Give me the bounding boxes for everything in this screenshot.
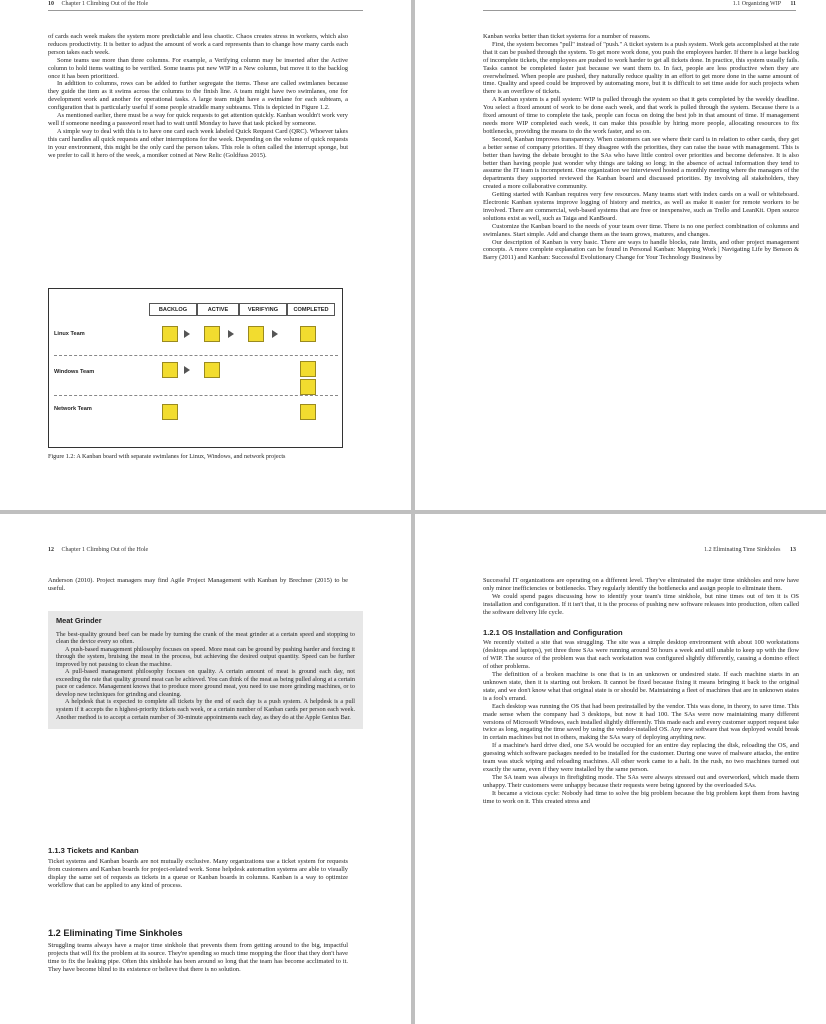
- paragraph: The definition of a broken machine is one that is in an unknown or undesired state. If each machine starts in an unknown state, then it is starting out broken. It cannot be fixed because fixing it means bringing it back to the original state, and we don't know what that original state is or should be. Maintaining a fleet of machines that are in unknown states is a fool's errand.: [483, 671, 799, 702]
- kanban-card: [204, 362, 220, 378]
- running-header: [483, 546, 796, 558]
- kanban-board-figure: [48, 288, 343, 448]
- page-10: [0, 0, 411, 510]
- paragraph: Ticket systems and Kanban boards are not mutually exclusive. Many organizations use a ticket system for requests from customers and Kanban boards for project-related work. Some helpdesk automation systems are able to visually display the same set of requests as tickets in a queue or Kanban boards in columns. Kanban is a way to optimize workflow that can be applied to any kind of process.: [48, 857, 348, 889]
- page-12: [0, 514, 411, 1024]
- kanban-card: [162, 404, 178, 420]
- kanban-card: [300, 404, 316, 420]
- section-heading: 1.2 Eliminating Time Sinkholes: [48, 928, 183, 938]
- paragraph: Successful IT organizations are operating on a different level. They've eliminated the major time sinkholes and now have only minor inefficiencies or bottlenecks. They regularly identify the bottlenecks and assign people to eliminate them.: [483, 577, 799, 592]
- kanban-card: [300, 361, 316, 377]
- paragraph: Getting started with Kanban requires very few resources. Many teams start with index cards on a wall or whiteboard. Electronic Kanban systems improve logging of history and metrics, as well as make it easier for remote workers to be involved. There are commercial, web-based systems that are free or inexpensive, such as Trello and LeanKit. Open source solutions exist as well, such as Taiga and KanBoard.: [483, 191, 799, 222]
- paragraph: Each desktop was running the OS that had been preinstalled by the vendor. This was done, in theory, to save time. This made sense when the company had 3 desktops, but now it had 100. The SAs were now maintaining many different versions of Microsoft Windows, each installed slightly differently. This made each and every customer support request take twice as long, negating the time saved by using the vendor-installed OS. Any new software that was deployed would break in certain machines but not in others, making the SAs wary of deploying anything new.: [483, 702, 799, 742]
- section-heading: 1.2.1 OS Installation and Configuration: [483, 627, 623, 637]
- chapter-title: Chapter 1 Climbing Out of the Hole: [61, 547, 149, 553]
- column-header-backlog: BACKLOG: [149, 303, 197, 316]
- swimlane-label-network: Network Team: [54, 406, 92, 412]
- header-right: [733, 0, 796, 9]
- paragraph: If a machine's hard drive died, one SA would be occupied for an entire day replacing the disk, reloading the OS, and guessing which software packages needed to be installed for the customer. During one wave of malware attacks, the entire team was stuck wiping and reloading machines. All other work came to a halt. In the rush, no two machines turned out exactly the same, even if they were installed by the same person.: [483, 742, 799, 773]
- kanban-card: [162, 326, 178, 342]
- section-time-sinkholes: [48, 930, 348, 974]
- arrow-right-icon: [272, 330, 278, 338]
- section-title: 1.2 Eliminating Time Sinkholes: [704, 547, 781, 553]
- section-tickets-kanban: [48, 847, 348, 890]
- paragraph: It became a vicious cycle: Nobody had time to solve the big problem because the big problem kept them from having time to work on it. This created stress and: [483, 789, 799, 805]
- kanban-card: [162, 362, 178, 378]
- arrow-right-icon: [184, 330, 190, 338]
- running-header: [48, 0, 363, 11]
- paragraph: A Kanban system is a pull system: WIP is pulled through the system so that it gets completed by the weekly deadline. You select a fixed amount of work to be done each week, and that work is pulled through the system. Because there is a fixed amount of time to complete the task, people can focus on doing the best job in that amount of time. If management needs more WIP completed each week, it can make this possible by hiring more people, allocating resources to fix bottlenecks, providing the means to do the work faster, and so on.: [483, 96, 799, 135]
- page-number: 13: [790, 547, 796, 553]
- body-text: [483, 33, 799, 262]
- paragraph: As mentioned earlier, there must be a way for quick requests to get attention quickly. Kanban wouldn't work very well if someone needing a password reset had to wait until Monday to have that task picked by someone.: [48, 112, 348, 127]
- header-right: [704, 546, 796, 555]
- column-header-active: ACTIVE: [197, 303, 239, 316]
- arrow-right-icon: [184, 366, 190, 374]
- body-text: [48, 33, 348, 160]
- paragraph: The SA team was always in firefighting mode. The SAs were always stressed out and overworked, which made them unhappy. Their customers were unhappy because their requests were being ignored by the overloaded SAs.: [483, 773, 799, 789]
- paragraph: In addition to columns, rows can be added to further segregate the items. These are called swimlanes because they guide the item as it swims across the columns to the finish line. A team might have two swimlanes, one for development work and another for operational tasks. A large team might have a swimlane for each subteam, a configuration that is particularly useful if some people straddle many subteams. This is depicted in Figure 1.2.: [48, 80, 348, 112]
- paragraph: Second, Kanban improves transparency. When customers can see where their card is in relation to other cards, they get a better sense of company priorities. If they disagree with the priorities, they can raise the issue with management. This is better than having the debate brought to the SAs who have little control over priorities and become defensive. It is also better than having people just wonder why things are taking so long; in the absence of actual information they tend to assume the IT team is incompetent. One organization we interviewed hosted a monthly meeting where the managers of the departments they supported reviewed the Kanban board and discussed priorities. By involving all stakeholders, they created a more collaborative community.: [483, 135, 799, 191]
- body-text: [48, 577, 348, 593]
- column-header-completed: COMPLETED: [287, 303, 335, 316]
- paragraph: Struggling teams always have a major time sinkhole that prevents them from getting around to the big, impactful projects that will fix the problem at its source. They're spending so much time mopping the floor that they don't have time to fix the leaking pipe. Often this sinkhole has been around so long that the team has become acclimated to it. They have become blind to its existence or believe that there is no solution.: [48, 941, 348, 973]
- sidebar-box: [48, 611, 363, 729]
- paragraph: of cards each week makes the system more predictable and less chaotic. Chaos creates stress in workers, which also reduces productivity. It is better to adjust the amount of work a card represents than to change how many cards each person takes each week.: [48, 33, 348, 56]
- body-text: [483, 577, 799, 805]
- kanban-card: [248, 326, 264, 342]
- swimlane-label-windows: Windows Team: [54, 369, 95, 375]
- kanban-card: [300, 379, 316, 395]
- paragraph: Kanban works better than ticket systems for a number of reasons.: [483, 33, 651, 40]
- figure-caption: Figure 1.2: A Kanban board with separate swimlanes for Linux, Windows, and network projects: [48, 453, 286, 460]
- page-number: 10: [48, 1, 54, 7]
- kanban-card: [300, 326, 316, 342]
- paragraph: We recently visited a site that was struggling. The site was a simple desktop environment with about 100 workstations (desktops and laptops), yet three three SAs were running around 50 hours a week and still unable to keep up with the flow of WIP. The source of the problem was that each workstation was configured slightly differently, causing a domino effect of other problems.: [483, 639, 799, 671]
- swimlane-label-linux: Linux Team: [54, 331, 85, 337]
- swimlane-divider: [54, 395, 338, 396]
- sidebar-paragraph: A pull-based management philosophy focuses on quality. A certain amount of meat is ground each day, not exceeding the rate that quality ground meat can be achieved. You can think of the meat as being pulled along at a certain pace or cadence. Management knows that to produce more ground meat, you need to use more grinding machines, or to develop new techniques for grinding and cleaning.: [56, 668, 355, 698]
- paragraph: Customize the Kanban board to the needs of your team over time. There is no one perfect combination of columns and swimlanes. Start simple. Add and change them as the team grows, matures, and changes.: [483, 222, 799, 238]
- sidebar-paragraph: A push-based management philosophy focuses on speed. More meat can be ground by pushing harder and forcing it through the system, bruising the meat in the process, but achieving the desired output quantity. Speed can be further improved by not pausing to clean the machine.: [56, 645, 355, 668]
- page-number: 12: [48, 547, 54, 553]
- sidebar-paragraph: The best-quality ground beef can be made by turning the crank of the meat grinder at a certain speed and stopping to clean the device every so often.: [56, 630, 355, 646]
- page-13: [415, 514, 826, 1024]
- sidebar-paragraph: A helpdesk that is expected to complete all tickets by the end of each day is a push system. A helpdesk is a pull system if it accepts the n highest-priority tickets each week, or a certain number of Kanban cards per person each week. Another method is to accept a certain number of 30-minute appointments each day, as they do at the Apple Genius Bar.: [56, 698, 355, 721]
- kanban-card: [204, 326, 220, 342]
- section-heading: 1.1.3 Tickets and Kanban: [48, 846, 139, 855]
- paragraph: Anderson (2010). Project managers may find Agile Project Management with Kanban by Brechner (2015) to be useful.: [48, 577, 348, 592]
- sidebar-title: Meat Grinder: [56, 616, 102, 625]
- swimlane-divider: [54, 355, 338, 356]
- chapter-title: Chapter 1 Climbing Out of the Hole: [61, 1, 149, 7]
- paragraph: Our description of Kanban is very basic. There are ways to handle blocks, rate limits, and other project management concepts. A more complete explanation can be found in Personal Kanban: Mapping Work | Navigating Life by Benson & Barry (2011) and Kanban: Successful Evolutionary Change for Your Technology Business by: [483, 238, 799, 262]
- page-11: [415, 0, 826, 510]
- column-header-verifying: VERIFYING: [239, 303, 287, 316]
- page-number: 11: [790, 1, 796, 7]
- paragraph: We could spend pages discussing how to identify your team's time sinkhole, but nine times out of ten it is OS installation and configuration. If it isn't that, it is the process of pushing new software releases into production, often called the software delivery life cycle.: [483, 592, 799, 616]
- arrow-right-icon: [228, 330, 234, 338]
- paragraph: First, the system becomes "pull" instead of "push." A ticket system is a push system. Work gets accomplished at the rate that it can be pushed through the system. To get more work done, you push the employees harder. If there is a large backlog of incomplete tickets, the employees are pushed to work harder to get all tickets done. In practice, this system usually fails. Tasks cannot be completed faster just because we want them to. In fact, people are less productive when they are overwhelmed. When people are pushed, they naturally reduce quality in an effort to get more done in the same amount of time. Quality and speed could be improved by automating more, but it is difficult to set time aside for such projects when there is an overflow of tickets.: [483, 40, 799, 96]
- running-header: [483, 0, 796, 11]
- running-header: [48, 546, 363, 558]
- paragraph: Some teams use more than three columns. For example, a Verifying column may be inserted after the Active column to hold items waiting to be verified. Some teams put new WIP in a New column, but move it to the backlog once it has been prioritized.: [48, 56, 348, 80]
- paragraph: A simple way to deal with this is to have one card each week labeled Quick Request Card (QRC). Whoever takes this card handles all quick requests and other interruptions for the week. Depending on the volume of quick requests in your environment, this might be the only card the person takes. This role is often called the interrupt sponge, but we prefer to call it hero of the week, a moniker coined at New Relic (Goldfuss 2015).: [48, 127, 348, 159]
- section-title: 1.1 Organizing WIP: [732, 1, 781, 7]
